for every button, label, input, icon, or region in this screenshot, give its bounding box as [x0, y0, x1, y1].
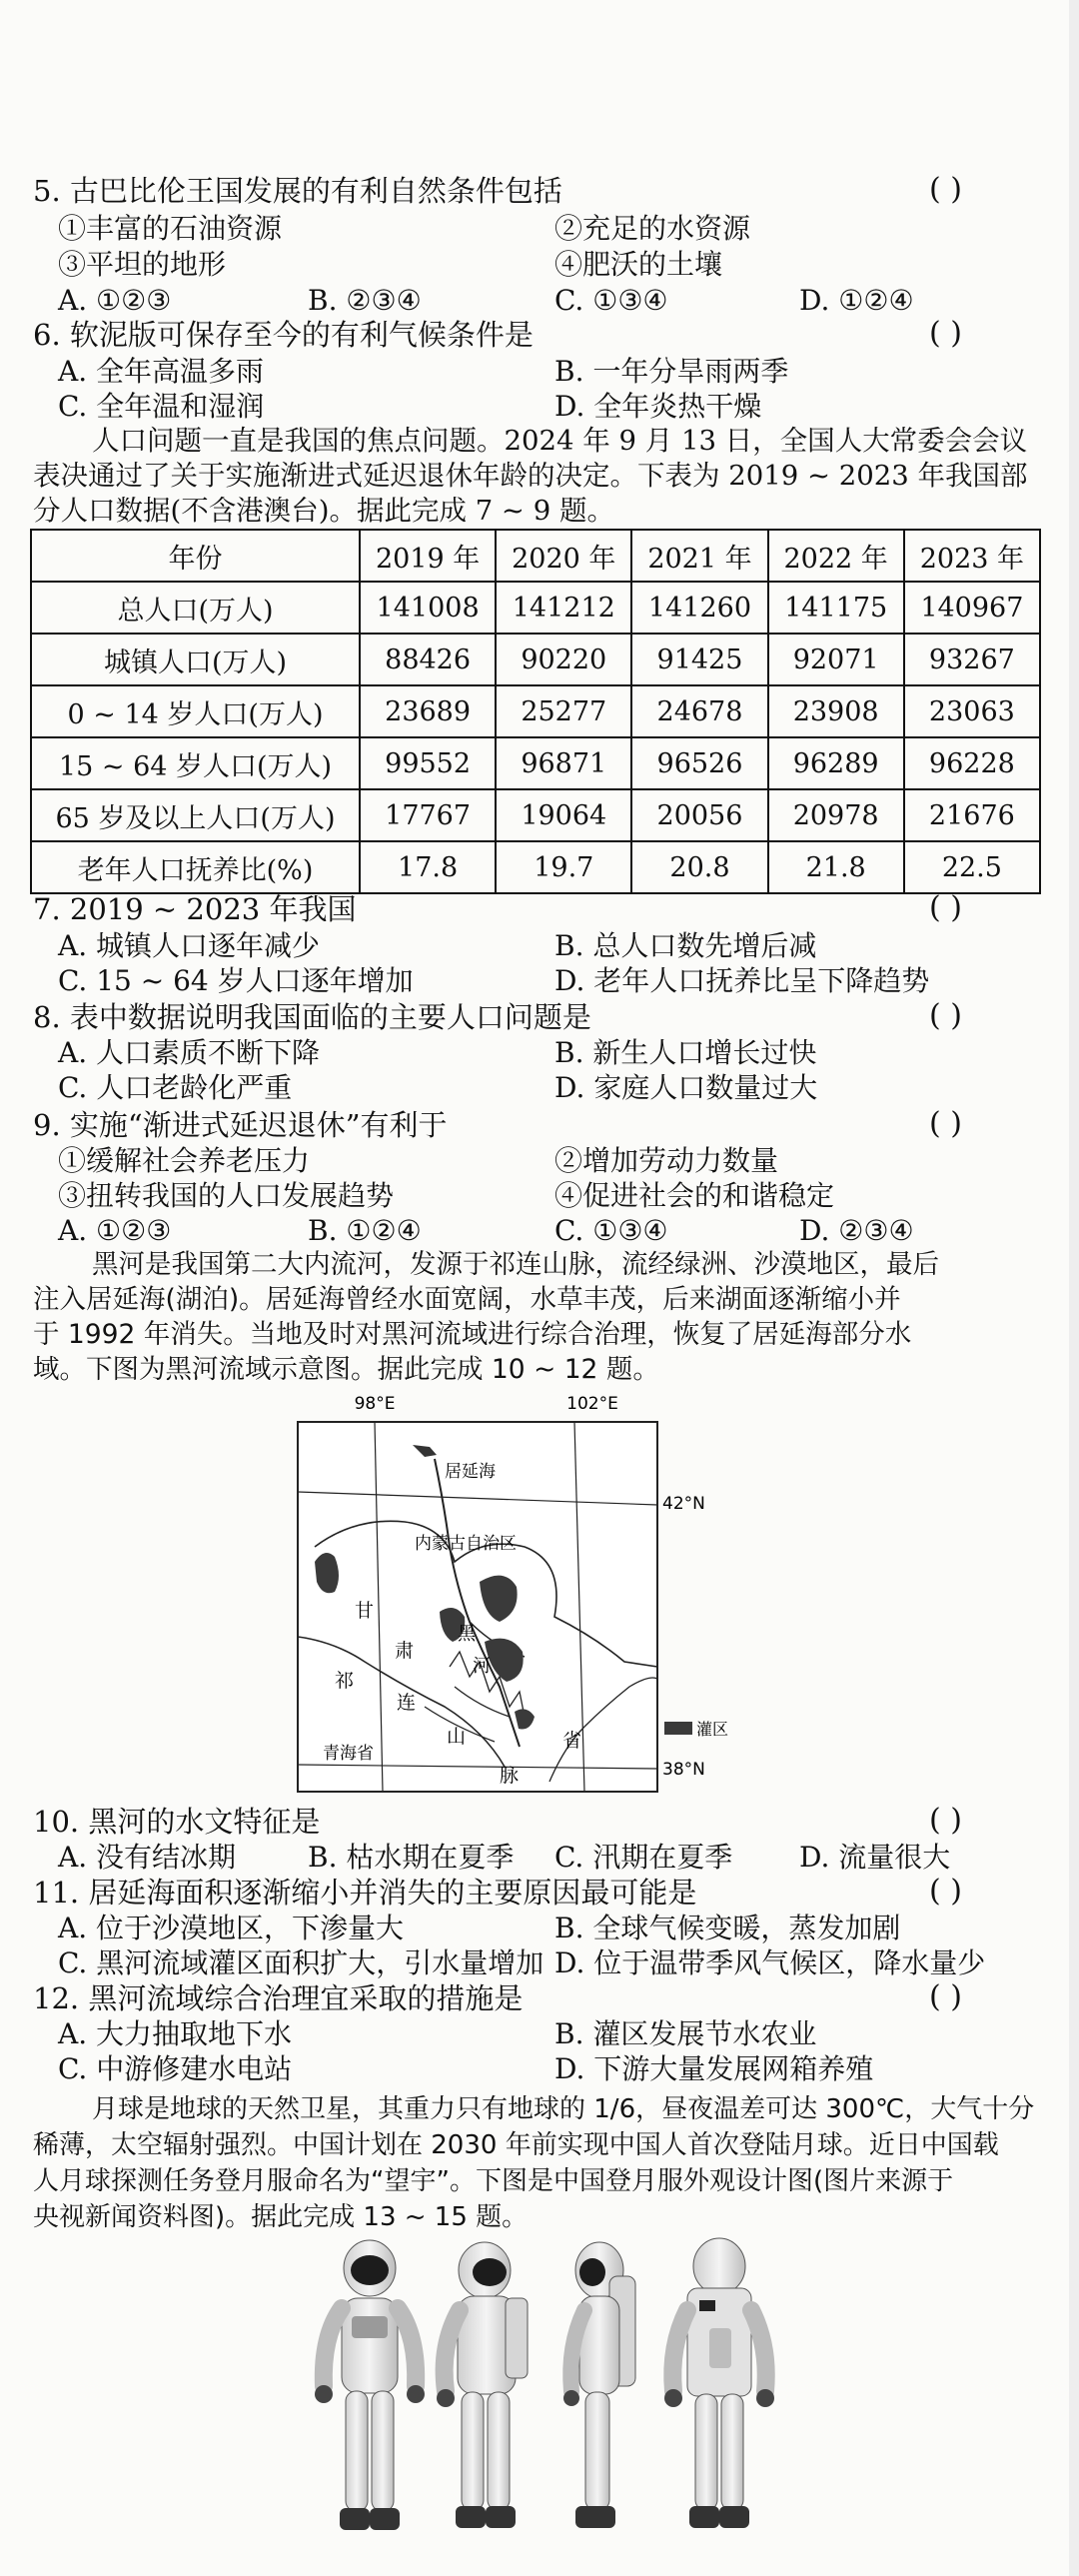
table-header-cell: 2019 年 — [360, 530, 496, 582]
table-cell: 93267 — [904, 634, 1040, 685]
table-cell: 23063 — [904, 685, 1040, 737]
q5-option-d[interactable]: D. ①②④ — [799, 284, 914, 317]
passage3-line-2: 稀薄，太空辐射强烈。中国计划在 2030 年前实现中国人首次登陆月球。近日中国载 — [33, 2130, 999, 2160]
spacesuit-side-view — [563, 2242, 635, 2528]
spacesuit-front-view — [315, 2240, 425, 2530]
juyan-lake-label: 居延海 — [445, 1462, 496, 1482]
q10-option-c[interactable]: C. 汛期在夏季 — [554, 1841, 733, 1874]
table-cell: 96526 — [631, 737, 767, 789]
lon-label-98: 98°E — [354, 1394, 396, 1414]
table-cell: 91425 — [631, 634, 767, 685]
table-row — [31, 841, 1040, 893]
q5-option-b[interactable]: B. ②③④ — [308, 284, 422, 317]
gansu-char-2: 肃 — [395, 1640, 415, 1662]
table-cell: 88426 — [360, 634, 496, 685]
table-row — [31, 789, 1040, 841]
q5-item-2: ②充足的水资源 — [554, 212, 751, 245]
passage1-line-1: 人口问题一直是我国的焦点问题。2024 年 9 月 13 日，全国人大常委会会议 — [92, 425, 1028, 457]
legend-label-irrigated: 灌区 — [696, 1720, 729, 1739]
q5-item-1: ①丰富的石油资源 — [58, 212, 283, 245]
q6-option-d[interactable]: D. 全年炎热干燥 — [554, 390, 762, 423]
legend-swatch-irrigated — [664, 1722, 692, 1735]
table-cell: 96871 — [496, 737, 631, 789]
heihe-char-1: 黑 — [458, 1624, 476, 1645]
q6-stem: 6. 软泥版可保存至今的有利气候条件是 — [33, 318, 534, 352]
q10-option-d[interactable]: D. 流量很大 — [799, 1841, 951, 1874]
table-cell: 92071 — [768, 634, 904, 685]
q9-item-3: ③扭转我国的人口发展趋势 — [58, 1179, 395, 1212]
q7-option-a[interactable]: A. 城镇人口逐年减少 — [58, 929, 321, 962]
q6-option-b[interactable]: B. 一年分旱雨两季 — [554, 355, 789, 388]
q8-option-b[interactable]: B. 新生人口增长过快 — [554, 1036, 817, 1069]
table-cell: 23689 — [360, 685, 496, 737]
q7-option-b[interactable]: B. 总人口数先增后减 — [554, 929, 817, 962]
q11-option-b[interactable]: B. 全球气候变暖，蒸发加剧 — [554, 1912, 901, 1944]
table-cell: 21676 — [904, 789, 1040, 841]
q9-item-2: ②增加劳动力数量 — [554, 1144, 779, 1177]
table-cell: 90220 — [496, 634, 631, 685]
table-cell: 20978 — [768, 789, 904, 841]
q12-answer-paren[interactable]: ( ) — [929, 1979, 962, 2014]
table-cell: 21.8 — [768, 841, 904, 893]
q8-option-a[interactable]: A. 人口素质不断下降 — [58, 1036, 321, 1069]
table-cell: 17.8 — [360, 841, 496, 893]
q8-stem: 8. 表中数据说明我国面临的主要人口问题是 — [33, 1000, 591, 1034]
q9-option-b[interactable]: B. ①②④ — [308, 1214, 422, 1247]
q10-answer-paren[interactable]: ( ) — [929, 1803, 962, 1838]
lat-label-38: 38°N — [662, 1760, 705, 1780]
table-cell: 城镇人口(万人) — [31, 634, 360, 685]
q10-option-b[interactable]: B. 枯水期在夏季 — [308, 1841, 515, 1874]
q12-option-d[interactable]: D. 下游大量发展网箱养殖 — [554, 2052, 874, 2085]
passage2-line-3: 于 1992 年消失。当地及时对黑河流域进行综合治理，恢复了居延海部分水 — [33, 1319, 912, 1350]
table-cell: 99552 — [360, 737, 496, 789]
gansu-char-1: 甘 — [355, 1600, 375, 1622]
spacesuit-figures — [310, 2236, 779, 2556]
qinghai-label: 青海省 — [323, 1744, 374, 1764]
table-cell: 141260 — [631, 582, 767, 634]
table-cell: 老年人口抚养比(%) — [31, 841, 360, 893]
q12-option-a[interactable]: A. 大力抽取地下水 — [58, 2017, 293, 2050]
lon-label-102: 102°E — [566, 1394, 618, 1414]
flag-patch — [699, 2300, 715, 2311]
q5-option-c[interactable]: C. ①③④ — [554, 284, 668, 317]
table-cell: 96228 — [904, 737, 1040, 789]
passage2-line-2: 注入居延海(湖泊)。居延海曾经水面宽阔，水草丰茂，后来湖面逐渐缩小并 — [33, 1284, 901, 1315]
q5-answer-paren[interactable]: ( ) — [929, 172, 962, 207]
q11-stem: 11. 居延海面积逐渐缩小并消失的主要原因最可能是 — [33, 1876, 697, 1910]
table-header-cell: 2022 年 — [768, 530, 904, 582]
table-cell: 0 ~ 14 岁人口(万人) — [31, 685, 360, 737]
passage1-line-2: 表决通过了关于实施渐进式延迟退休年龄的决定。下表为 2019 ~ 2023 年我国部 — [33, 460, 1028, 492]
table-cell: 22.5 — [904, 841, 1040, 893]
passage1-line-3: 分人口数据(不含港澳台)。据此完成 7 ~ 9 题。 — [33, 495, 614, 527]
table-cell: 140967 — [904, 582, 1040, 634]
table-cell: 25277 — [496, 685, 631, 737]
q11-option-d[interactable]: D. 位于温带季风气候区，降水量少 — [554, 1946, 986, 1979]
q6-answer-paren[interactable]: ( ) — [929, 316, 962, 351]
table-cell: 141008 — [360, 582, 496, 634]
q5-option-a[interactable]: A. ①②③ — [58, 284, 172, 317]
population-table — [30, 529, 1041, 894]
table-header-row — [31, 530, 1040, 582]
qilian-char-1: 祁 — [335, 1670, 355, 1692]
q11-option-a[interactable]: A. 位于沙漠地区，下渗量大 — [58, 1912, 405, 1944]
table-row — [31, 685, 1040, 737]
qilian-char-3: 山 — [447, 1726, 467, 1748]
table-cell: 20.8 — [631, 841, 767, 893]
lat-label-42: 42°N — [662, 1494, 705, 1514]
table-cell: 20056 — [631, 789, 767, 841]
q8-option-c[interactable]: C. 人口老龄化严重 — [58, 1071, 293, 1104]
table-cell: 19.7 — [496, 841, 631, 893]
table-cell: 96289 — [768, 737, 904, 789]
table-row — [31, 634, 1040, 685]
table-cell: 65 岁及以上人口(万人) — [31, 789, 360, 841]
heihe-basin-map — [295, 1387, 734, 1802]
q5-item-4: ④肥沃的土壤 — [554, 248, 723, 281]
table-header-cell: 年份 — [31, 530, 360, 582]
q7-answer-paren[interactable]: ( ) — [929, 890, 962, 925]
spacesuit-three-quarter-view — [437, 2242, 528, 2528]
table-header-cell: 2020 年 — [496, 530, 631, 582]
q12-option-b[interactable]: B. 灌区发展节水农业 — [554, 2017, 817, 2050]
q12-option-c[interactable]: C. 中游修建水电站 — [58, 2052, 293, 2085]
qilian-char-2: 连 — [397, 1692, 417, 1714]
passage3-line-4: 央视新闻资料图)。据此完成 13 ~ 15 题。 — [33, 2202, 529, 2232]
q10-stem: 10. 黑河的水文特征是 — [33, 1805, 321, 1839]
table-row — [31, 582, 1040, 634]
table-header-cell: 2021 年 — [631, 530, 767, 582]
q8-option-d[interactable]: D. 家庭人口数量过大 — [554, 1071, 818, 1104]
passage2-line-1: 黑河是我国第二大内流河，发源于祁连山脉，流经绿洲、沙漠地区，最后 — [92, 1249, 939, 1280]
passage3-line-3: 人月球探测任务登月服命名为“望宇”。下图是中国登月服外观设计图(图片来源于 — [33, 2166, 954, 2196]
table-cell: 23908 — [768, 685, 904, 737]
q9-option-d[interactable]: D. ②③④ — [799, 1214, 914, 1247]
inner-mongolia-label: 内蒙古自治区 — [415, 1534, 517, 1554]
q5-item-3: ③平坦的地形 — [58, 248, 227, 281]
q9-item-1: ①缓解社会养老压力 — [58, 1144, 311, 1177]
spacesuit-back-view — [664, 2238, 774, 2528]
q7-stem: 7. 2019 ~ 2023 年我国 — [33, 892, 357, 926]
q5-stem: 5. 古巴比伦王国发展的有利自然条件包括 — [33, 174, 562, 208]
q11-option-c[interactable]: C. 黑河流域灌区面积扩大，引水量增加 — [58, 1946, 544, 1979]
q11-answer-paren[interactable]: ( ) — [929, 1874, 962, 1909]
q9-item-4: ④促进社会的和谐稳定 — [554, 1179, 835, 1212]
table-cell: 总人口(万人) — [31, 582, 360, 634]
gansu-char-3: 省 — [562, 1730, 582, 1752]
q8-answer-paren[interactable]: ( ) — [929, 998, 962, 1033]
table-header-cell: 2023 年 — [904, 530, 1040, 582]
q6-option-c[interactable]: C. 全年温和湿润 — [58, 390, 265, 423]
passage3-line-1: 月球是地球的天然卫星，其重力只有地球的 1/6，昼夜温差可达 300℃，大气十分 — [92, 2094, 1035, 2124]
page-edge — [1069, 0, 1079, 2576]
q10-option-a[interactable]: A. 没有结冰期 — [58, 1841, 237, 1874]
table-cell: 17767 — [360, 789, 496, 841]
q9-option-c[interactable]: C. ①③④ — [554, 1214, 668, 1247]
q6-option-a[interactable]: A. 全年高温多雨 — [58, 355, 265, 388]
q7-option-c[interactable]: C. 15 ~ 64 岁人口逐年增加 — [58, 964, 414, 997]
heihe-char-2: 河 — [473, 1656, 491, 1677]
table-row — [31, 737, 1040, 789]
qilian-char-4: 脉 — [500, 1765, 520, 1787]
table-cell: 141212 — [496, 582, 631, 634]
passage2-line-4: 域。下图为黑河流域示意图。据此完成 10 ~ 12 题。 — [33, 1354, 659, 1385]
table-cell: 19064 — [496, 789, 631, 841]
table-cell: 141175 — [768, 582, 904, 634]
table-cell: 15 ~ 64 岁人口(万人) — [31, 737, 360, 789]
q9-stem: 9. 实施“渐进式延迟退休”有利于 — [33, 1108, 448, 1142]
q9-answer-paren[interactable]: ( ) — [929, 1106, 962, 1141]
q12-stem: 12. 黑河流域综合治理宜采取的措施是 — [33, 1981, 524, 2015]
q7-option-d[interactable]: D. 老年人口抚养比呈下降趋势 — [554, 964, 930, 997]
table-cell: 24678 — [631, 685, 767, 737]
q9-option-a[interactable]: A. ①②③ — [58, 1214, 172, 1247]
